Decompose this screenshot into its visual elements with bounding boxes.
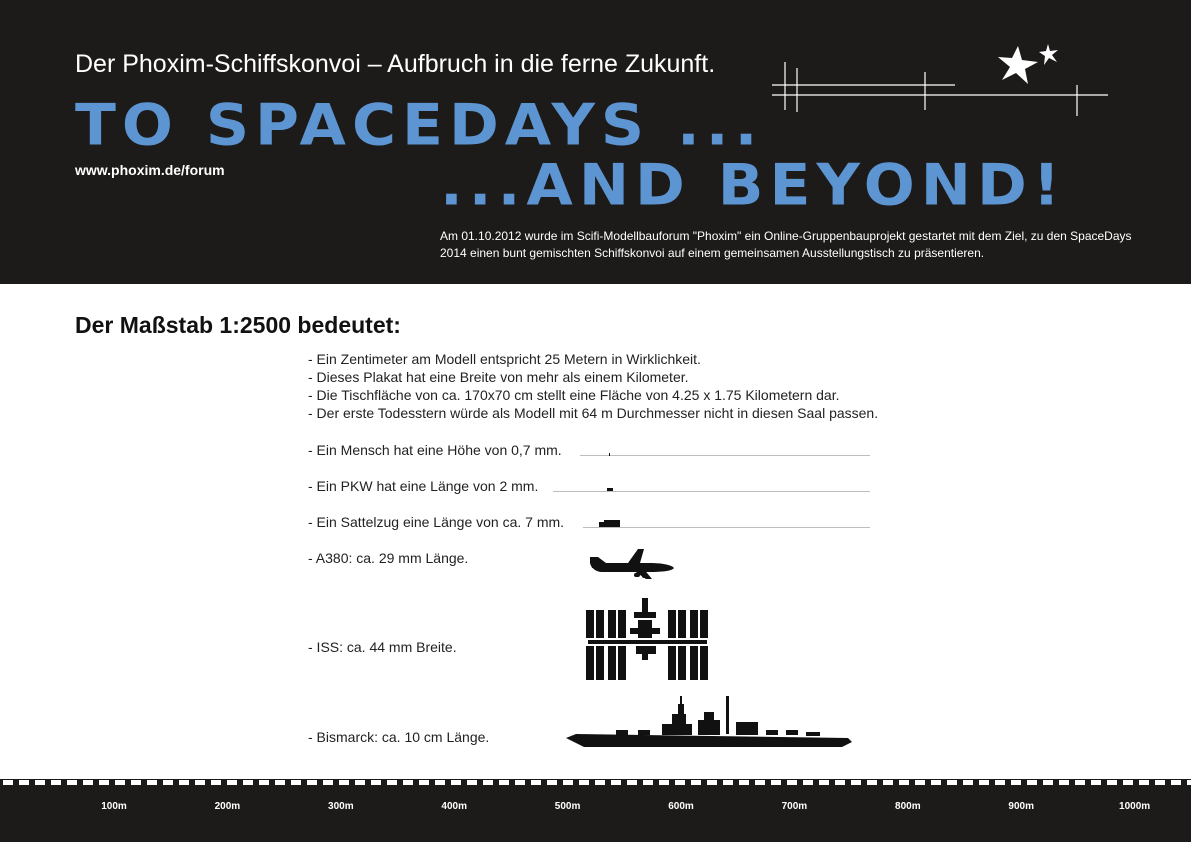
- scale-tick-label: 100m: [101, 801, 127, 812]
- scale-tick-label: 300m: [328, 801, 354, 812]
- list-item: - Die Tischfläche von ca. 170x70 cm stellt eine Fläche von 4.25 x 1.75 Kilometern dar.: [308, 387, 840, 403]
- scale-tick-label: 1000m: [1119, 801, 1151, 812]
- large-star-icon: [998, 46, 1038, 84]
- header-banner: [0, 0, 1191, 284]
- comparison-car: - Ein PKW hat eine Länge von 2 mm.: [308, 478, 539, 494]
- divider: [553, 491, 870, 492]
- star-lines-decoration-icon: [760, 40, 1120, 130]
- scale-tick-label: 400m: [441, 801, 467, 812]
- film-strip-pattern: [0, 775, 1191, 789]
- divider: [583, 527, 870, 528]
- battleship-icon: [566, 694, 854, 750]
- scale-facts-list: [308, 350, 878, 422]
- comparison-truck: - Ein Sattelzug eine Länge von ca. 7 mm.: [308, 514, 565, 530]
- poster-subtitle: Der Phoxim-Schiffskonvoi – Aufbruch in die ferne Zukunft.: [75, 50, 716, 78]
- scale-tick-label: 700m: [781, 801, 808, 812]
- comparison-human: - Ein Mensch hat eine Höhe von 0,7 mm.: [308, 442, 562, 458]
- car-icon: [606, 486, 614, 492]
- comparison-iss: - ISS: ca. 44 mm Breite.: [308, 639, 457, 655]
- scale-tick-label: 200m: [214, 801, 241, 812]
- scale-heading: Der Maßstab 1:2500 bedeutet:: [75, 312, 401, 338]
- scale-tick-label: 900m: [1008, 801, 1034, 812]
- truck-icon: [598, 519, 622, 528]
- small-star-icon: [1039, 44, 1058, 65]
- human-icon: [608, 452, 612, 456]
- poster-title-line-2: ...AND BEYOND!: [440, 152, 1067, 219]
- scale-tick-label: 500m: [554, 801, 581, 812]
- comparison-a380: - A380: ca. 29 mm Länge.: [308, 550, 469, 566]
- divider: [580, 455, 870, 456]
- list-item: - Ein Zentimeter am Modell entspricht 25 Metern in Wirklichkeit.: [308, 351, 701, 367]
- intro-text: Am 01.10.2012 wurde im Scifi-Modellbauforum "Phoxim" ein Online-Gruppenbauprojekt gestartet mit dem Ziel, zu den SpaceDays 2014 einen bunt gemischten Schiffskonvoi auf einem gemeinsamen Ausstellungstisch zu präsentieren.: [440, 229, 1132, 260]
- forum-url: www.phoxim.de/forum: [75, 162, 225, 178]
- scale-tick-label: 800m: [895, 801, 921, 812]
- airplane-icon: [588, 543, 676, 581]
- comparison-bismarck: - Bismarck: ca. 10 cm Länge.: [308, 729, 490, 745]
- scale-bar: [0, 775, 1191, 842]
- list-item: - Der erste Todesstern würde als Modell mit 64 m Durchmesser nicht in diesen Saal passen.: [308, 405, 879, 421]
- poster-title-line-1: TO SPACEDAYS ...: [75, 92, 764, 159]
- scale-tick-label: 600m: [668, 801, 694, 812]
- list-item: - Dieses Plakat hat eine Breite von mehr als einem Kilometer.: [308, 369, 689, 385]
- space-station-icon: [584, 596, 711, 682]
